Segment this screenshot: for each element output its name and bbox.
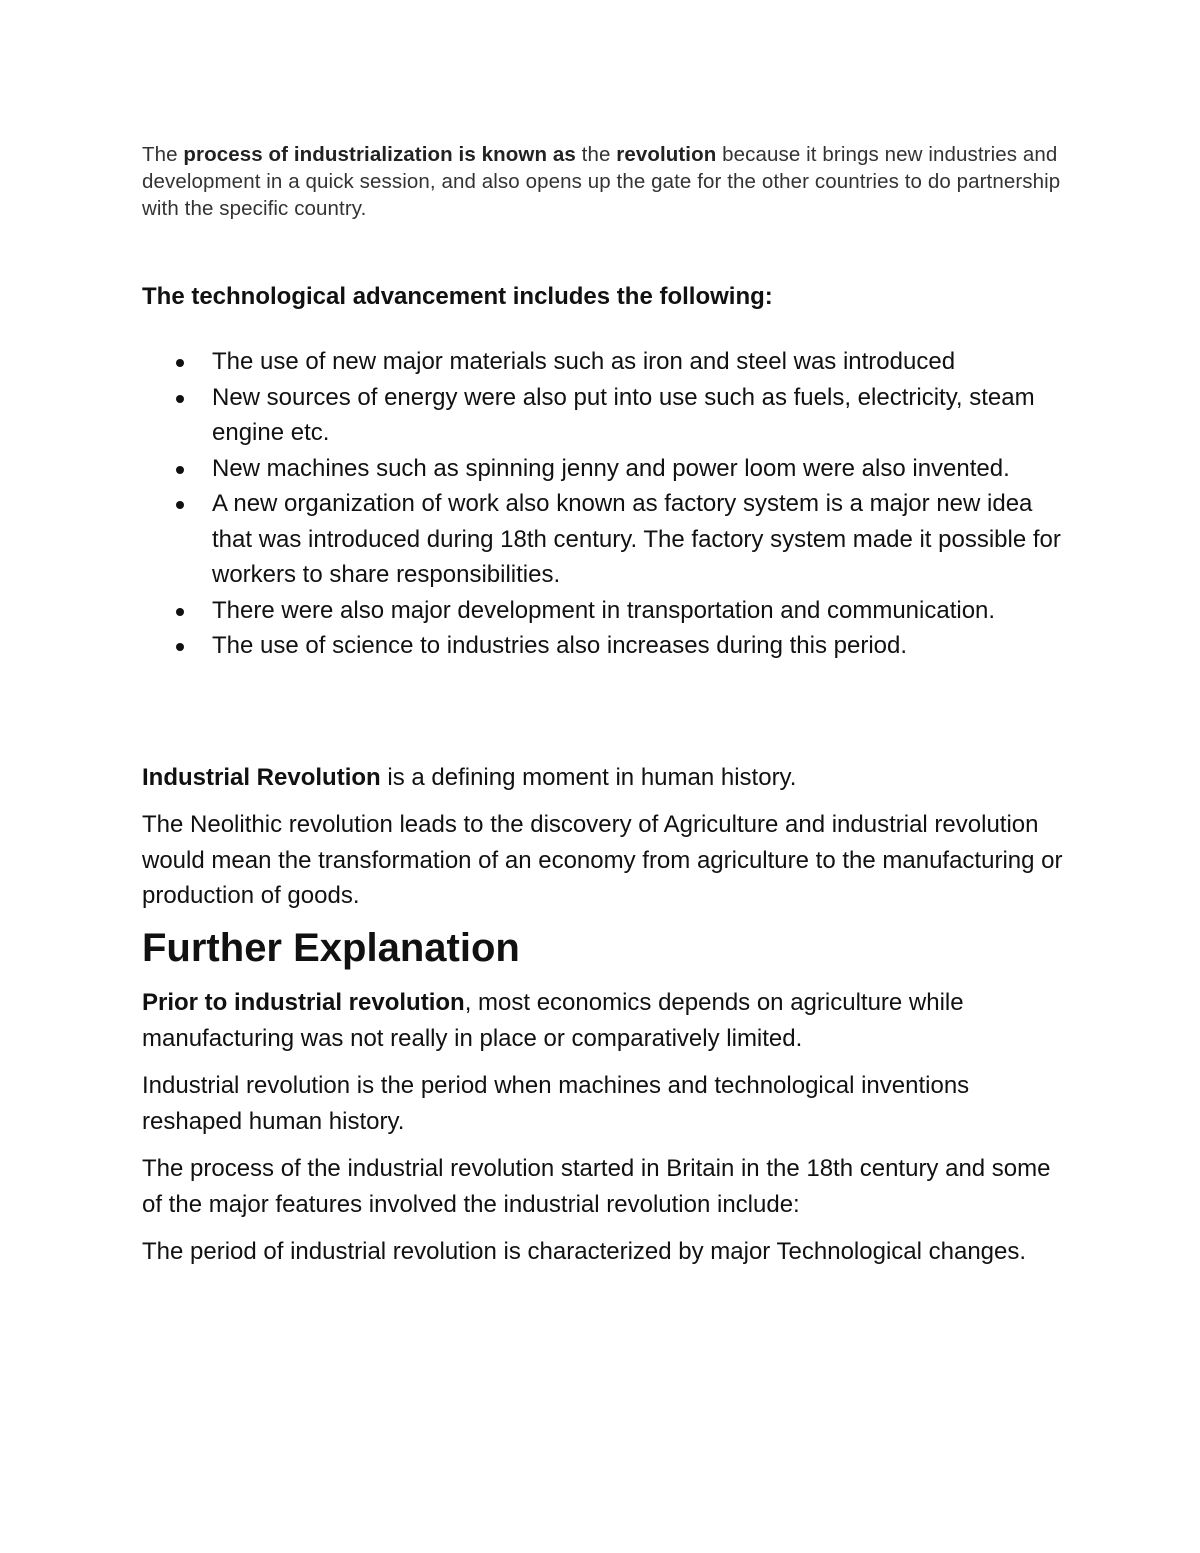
list-item <box>142 486 1072 593</box>
list-item-text: The use of new major materials such as iron and steel was introduced <box>212 348 956 375</box>
intro-bold-1: process of industrialization is known as <box>183 143 576 166</box>
defining-bold: Industrial Revolution <box>142 764 381 791</box>
intro-text-2: the <box>575 143 617 166</box>
list-item <box>142 344 1072 380</box>
bullet-icon <box>176 359 184 367</box>
list-item <box>142 593 1072 629</box>
list-item-text: New sources of energy were also put into use such as fuels, electricity, steam engine etc. <box>212 383 1035 446</box>
intro-text-3: because it brings new industries and development in a quick session, and also opens up the gate for the other countries to do partnership with the specific country. <box>142 143 1061 220</box>
list-heading: The technological advancement includes the following: <box>142 283 773 310</box>
list-item <box>142 628 1072 664</box>
changes-paragraph: The period of industrial revolution is characterized by major Technological changes. <box>142 1238 1027 1265</box>
list-item <box>142 451 1072 487</box>
defining-text: is a defining moment in human history. <box>380 764 797 791</box>
list-item-text: There were also major development in transportation and communication. <box>212 596 996 624</box>
intro-paragraph <box>142 141 1072 222</box>
bullet-icon <box>176 608 184 616</box>
advancement-list <box>142 344 1072 664</box>
further-explanation-heading: Further Explanation <box>142 926 520 970</box>
prior-paragraph <box>142 985 1072 1056</box>
list-item-text: New machines such as spinning jenny and power loom were also invented. <box>212 454 1010 482</box>
prior-text: , most economics depends on agriculture while manufacturing was not really in place or comparatively limited. <box>142 989 964 1052</box>
intro-text-1: The <box>142 143 184 166</box>
bullet-icon <box>176 466 184 474</box>
defining-paragraph <box>142 760 1072 796</box>
list-item-text: The use of science to industries also increases during this period. <box>212 632 908 659</box>
bullet-icon <box>176 643 184 651</box>
intro-bold-2: revolution <box>616 143 717 166</box>
britain-paragraph: The process of the industrial revolution started in Britain in the 18th century and some of the major features involved the industrial revolution include: <box>142 1155 1051 1218</box>
neolithic-paragraph: The Neolithic revolution leads to the discovery of Agriculture and industrial revolution would mean the transformation of an economy from agriculture to the manufacturing or production of goods. <box>142 811 1063 909</box>
list-item-text: A new organization of work also known as factory system is a major new idea that was introduced during 18th century. The factory system made it possible for workers to share responsibilities. <box>212 490 1061 588</box>
list-item <box>142 380 1072 451</box>
prior-bold: Prior to industrial revolution <box>142 989 465 1016</box>
bullet-icon <box>176 501 184 509</box>
bullet-icon <box>176 395 184 403</box>
period-paragraph: Industrial revolution is the period when machines and technological inventions reshaped human history. <box>142 1072 970 1135</box>
